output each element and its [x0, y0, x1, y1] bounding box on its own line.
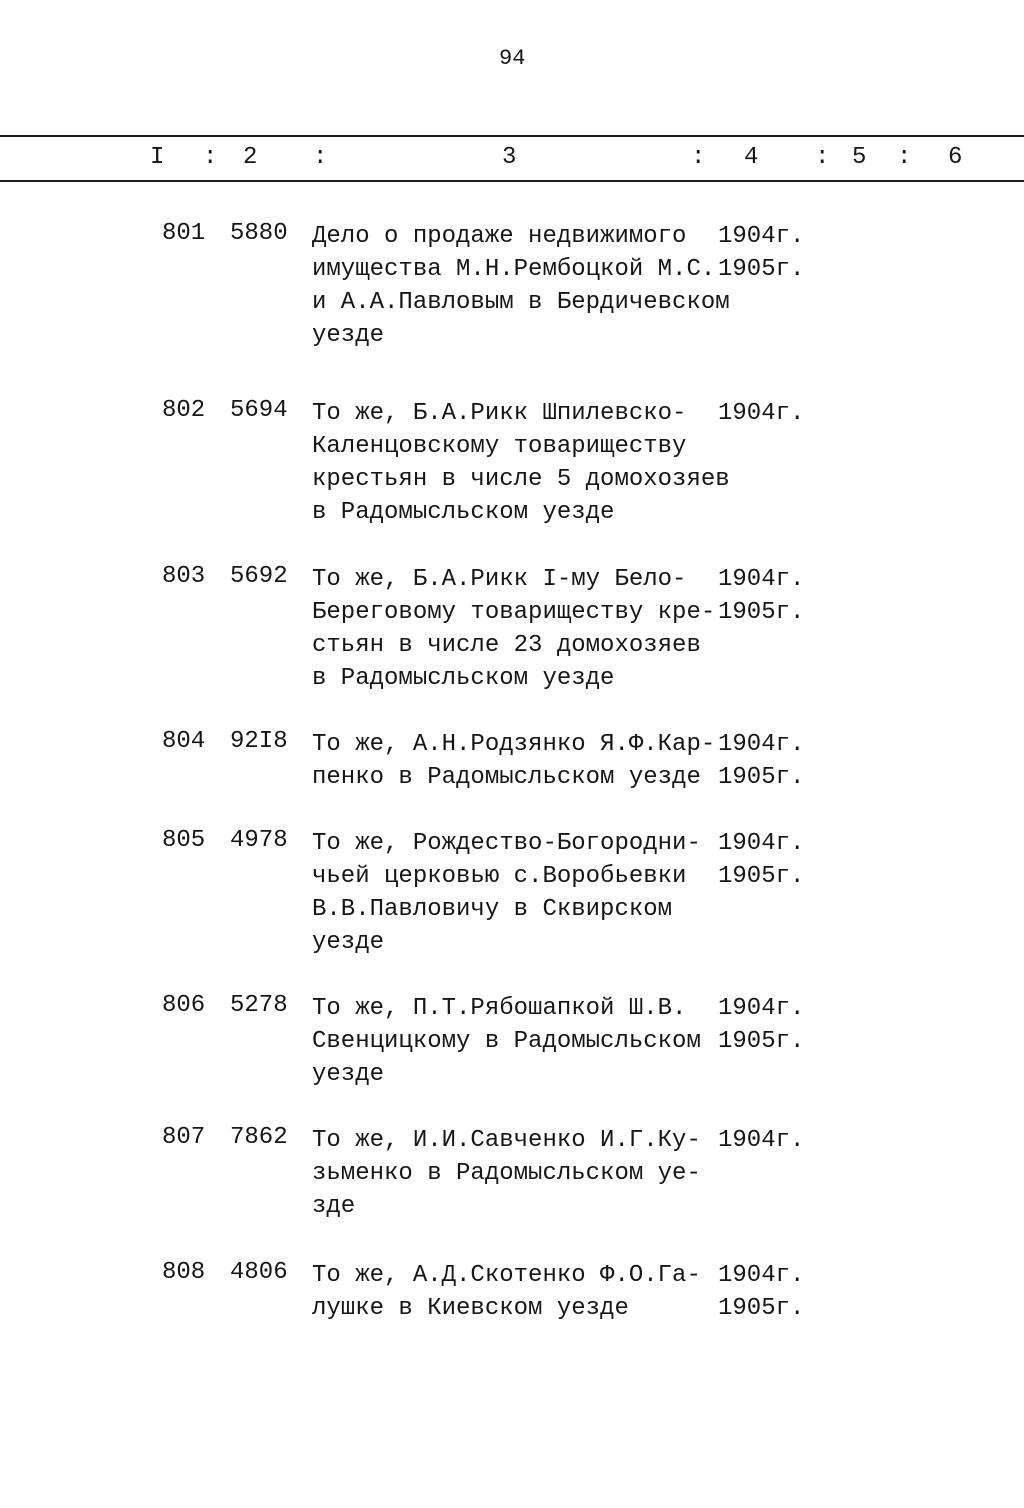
- entry-years: [718, 1259, 804, 1325]
- entry-description: [312, 397, 730, 529]
- description-line: Каленцовскому товариществу: [312, 433, 687, 460]
- header-col-6: 6: [948, 144, 963, 171]
- entry-description: [312, 1259, 712, 1325]
- entry-years: [718, 827, 804, 893]
- header-separator: :: [203, 144, 218, 171]
- entry-years: [718, 992, 804, 1058]
- description-line: лушке в Киевском уезде: [312, 1295, 629, 1322]
- entry-description: [312, 220, 730, 352]
- entry-description: [312, 563, 716, 695]
- year-value: 1904г.: [718, 1262, 805, 1289]
- entry-number: 804: [162, 728, 206, 755]
- entry-number: 808: [162, 1259, 206, 1286]
- year-value: 1904г.: [718, 995, 805, 1022]
- entry-code: 92I8: [230, 728, 288, 755]
- entry-years: [718, 397, 804, 430]
- entry-number: 805: [162, 827, 206, 854]
- year-value: 1905г.: [718, 1295, 805, 1322]
- description-line: В.В.Павловичу в Сквирском: [312, 896, 673, 923]
- entry-number: 806: [162, 992, 206, 1019]
- entry-description: [312, 728, 716, 794]
- entry-code: 4978: [230, 827, 288, 854]
- entry-code: 5880: [230, 220, 288, 247]
- header-col-5: 5: [852, 144, 867, 171]
- description-line: Дело о продаже недвижимого: [312, 223, 687, 250]
- year-value: 1904г.: [718, 400, 805, 427]
- description-line: чьей церковью с.Воробьевки: [312, 863, 687, 890]
- entry-years: [718, 220, 804, 286]
- description-line: Свенцицкому в Радомысльском: [312, 1028, 701, 1055]
- description-line: крестьян в числе 5 домохозяев: [312, 466, 730, 493]
- year-value: 1904г.: [718, 830, 805, 857]
- header-col-4: 4: [744, 144, 759, 171]
- year-value: 1905г.: [718, 863, 805, 890]
- header-separator: :: [691, 144, 706, 171]
- year-value: 1905г.: [718, 599, 805, 626]
- entry-description: [312, 992, 712, 1091]
- header-bottom-rule: [0, 180, 1024, 182]
- entry-number: 801: [162, 220, 206, 247]
- description-line: имущества М.Н.Рембоцкой М.С.: [312, 256, 716, 283]
- description-line: То же, А.Н.Родзянко Я.Ф.Кар-: [312, 731, 716, 758]
- description-line: уезде: [312, 929, 385, 956]
- year-value: 1904г.: [718, 1127, 805, 1154]
- description-line: То же, Б.А.Рикк I-му Бело-: [312, 566, 687, 593]
- description-line: То же, Б.А.Рикк Шпилевско-: [312, 400, 687, 427]
- year-value: 1904г.: [718, 223, 805, 250]
- entry-description: [312, 1124, 712, 1223]
- year-value: 1904г.: [718, 731, 805, 758]
- description-line: То же, Рождество-Богородни-: [312, 830, 701, 857]
- description-line: То же, А.Д.Скотенко Ф.О.Га-: [312, 1262, 701, 1289]
- description-line: То же, И.И.Савченко И.Г.Ку-: [312, 1127, 701, 1154]
- description-line: пенко в Радомысльском уезде: [312, 764, 701, 791]
- description-line: То же, П.Т.Рябошапкой Ш.В.: [312, 995, 687, 1022]
- header-col-2: 2: [243, 144, 258, 171]
- entry-years: [718, 1124, 804, 1157]
- entry-years: [718, 563, 804, 629]
- entry-code: 4806: [230, 1259, 288, 1286]
- year-value: 1905г.: [718, 764, 805, 791]
- page-number: 94: [499, 46, 526, 71]
- entry-code: 5278: [230, 992, 288, 1019]
- description-line: уезде: [312, 1061, 385, 1088]
- description-line: стьян в числе 23 домохозяев: [312, 632, 701, 659]
- entry-years: [718, 728, 804, 794]
- entry-number: 807: [162, 1124, 206, 1151]
- description-line: в Радомысльском уезде: [312, 665, 615, 692]
- entry-code: 5694: [230, 397, 288, 424]
- entry-code: 7862: [230, 1124, 288, 1151]
- description-line: зьменко в Радомысльском уе-: [312, 1160, 701, 1187]
- year-value: 1905г.: [718, 1028, 805, 1055]
- description-line: Береговому товариществу кре-: [312, 599, 716, 626]
- entry-number: 803: [162, 563, 206, 590]
- description-line: уезде: [312, 322, 385, 349]
- description-line: и А.А.Павловым в Бердичевском: [312, 289, 730, 316]
- description-line: зде: [312, 1193, 356, 1220]
- year-value: 1905г.: [718, 256, 805, 283]
- description-line: в Радомысльском уезде: [312, 499, 615, 526]
- header-col-3: 3: [502, 144, 517, 171]
- entry-code: 5692: [230, 563, 288, 590]
- header-separator: :: [897, 144, 912, 171]
- header-col-1: I: [150, 144, 165, 171]
- year-value: 1904г.: [718, 566, 805, 593]
- header-top-rule: [0, 135, 1024, 137]
- entry-number: 802: [162, 397, 206, 424]
- entry-description: [312, 827, 712, 959]
- header-separator: :: [815, 144, 830, 171]
- header-separator: :: [313, 144, 328, 171]
